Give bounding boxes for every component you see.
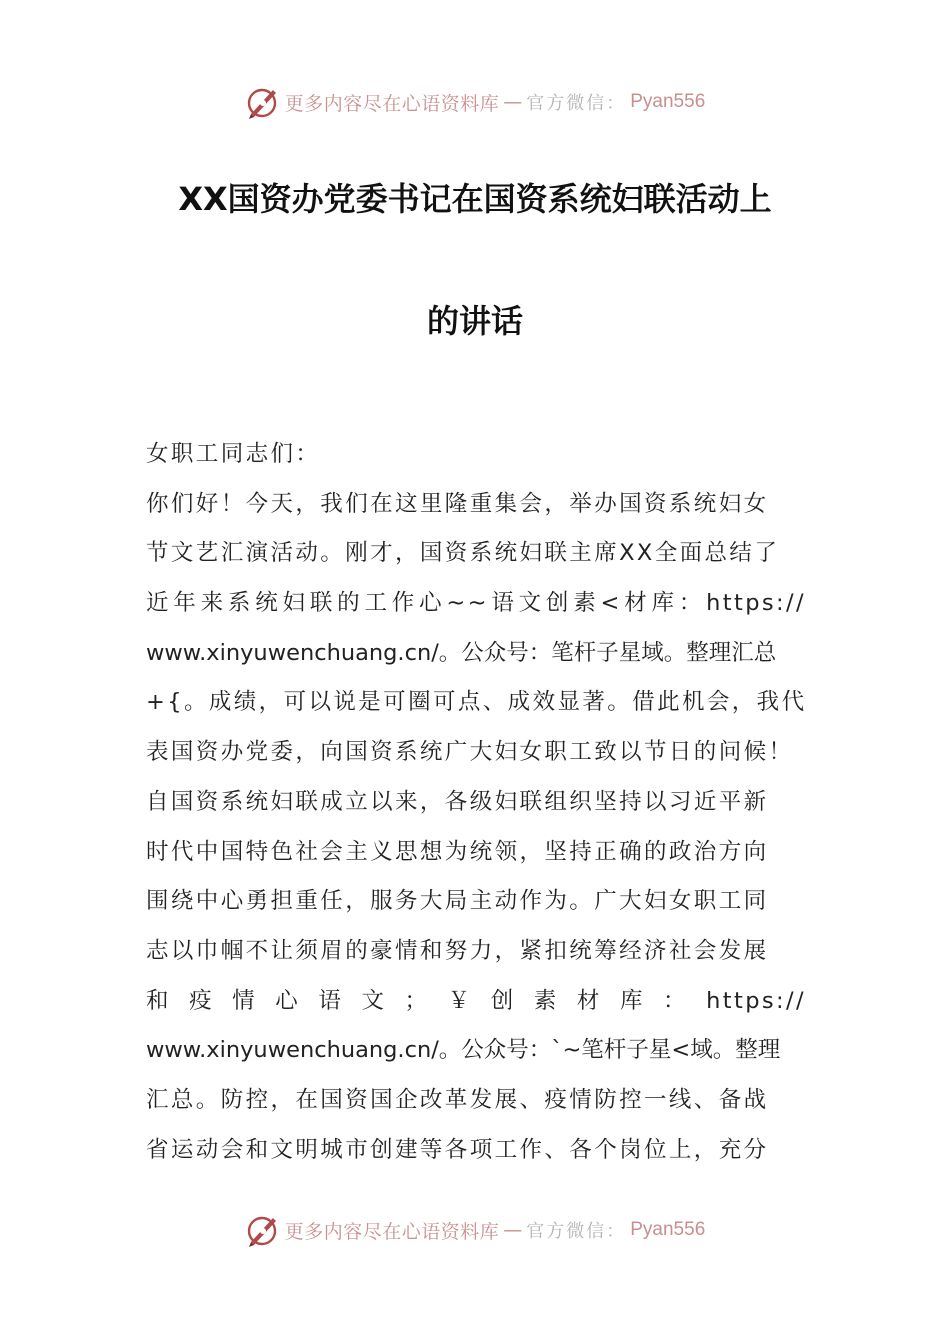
body-line: 志以巾帼不让须眉的豪情和努力，紧扣统筹经济社会发展: [146, 937, 769, 964]
body-line: 表国资办党委，向国资系统广大妇女职工致以节日的问候！: [146, 739, 794, 766]
body-line: 省运动会和文明城市创建等各项工作、各个岗位上，充分: [146, 1136, 769, 1163]
pen-circle-logo-icon: [245, 1212, 281, 1248]
document-title-line-1: XX国资办党委书记在国资系统妇联活动上: [178, 180, 772, 218]
pen-circle-logo-icon: [245, 84, 281, 120]
body-line: 节文艺汇演活动。刚才，国资系统妇联主席XX全面总结了: [146, 540, 780, 567]
body-line: 自国资系统妇联成立以来，各级妇联组织坚持以习近平新: [146, 788, 769, 815]
document-title-line-2: 的讲话: [426, 302, 523, 340]
body-line: www.xinyuwenchuang.cn/。公众号：`~笔杆子星<域。整理: [146, 1037, 781, 1064]
body-line: 女职工同志们：: [146, 441, 321, 467]
body-line: 时代中国特色社会主义思想为统领，坚持正确的政治方向: [146, 838, 769, 865]
watermark-id: Pyan556: [630, 91, 706, 112]
body-line: www.xinyuwenchuang.cn/。公众号：笔杆子星域。整理汇总: [146, 639, 777, 666]
body-line: +{。成绩，可以说是可圈可点、成效显著。借此机会，我代: [146, 689, 806, 716]
watermark-official: 官方微信：: [526, 1221, 627, 1242]
body-line: 围绕中心勇担重任，服务大局主动作为。广大妇女职工同: [146, 888, 769, 915]
watermark-id: Pyan556: [630, 1219, 706, 1240]
body-line: 和疫情心语文；￥创素材库：https://: [146, 987, 806, 1014]
watermark-text: 更多内容尽在心语资料库: [284, 1220, 500, 1243]
body-line: 你们好！今天，我们在这里隆重集会，举办国资系统妇女: [146, 490, 769, 517]
body-line: 近年来系统妇联的工作心~~语文创素<材库：https://: [146, 590, 806, 617]
watermark-official: 官方微信：: [526, 93, 627, 114]
footer-watermark: [0, 1210, 950, 1250]
watermark-dash: —: [503, 91, 523, 113]
document-body: [146, 430, 806, 1175]
watermark-text: 更多内容尽在心语资料库: [284, 92, 500, 115]
watermark-dash: —: [503, 1219, 523, 1241]
header-watermark: [0, 82, 950, 122]
body-line: 汇总。防控，在国资国企改革发展、疫情防控一线、备战: [146, 1086, 769, 1113]
